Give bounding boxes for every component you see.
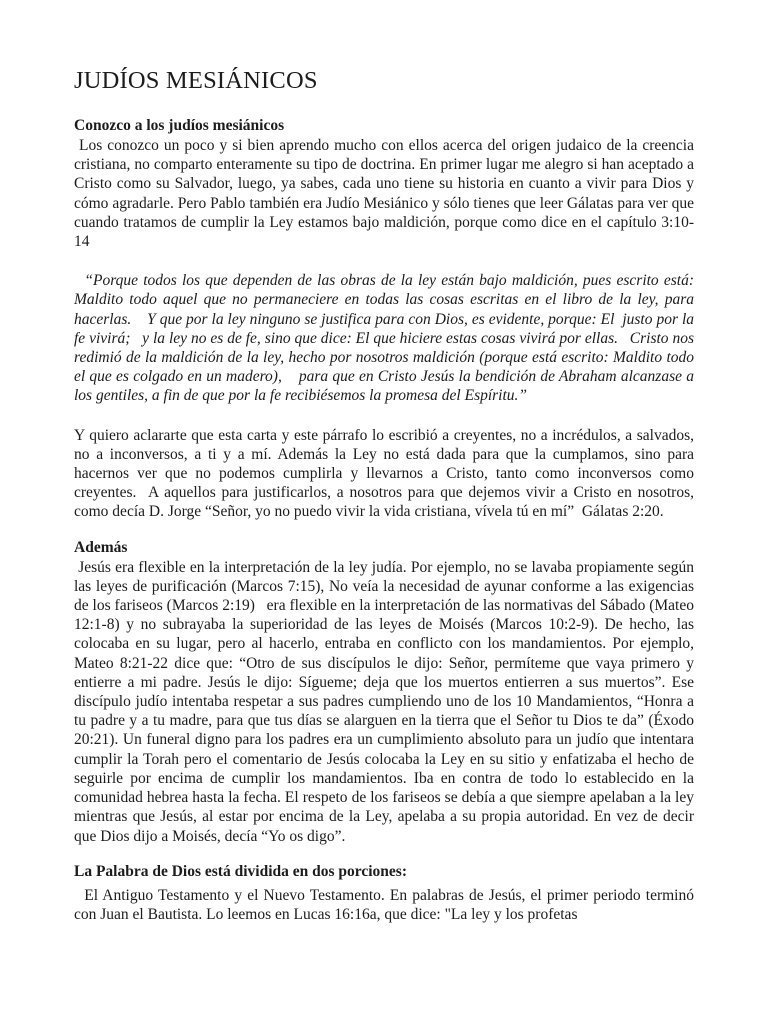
paragraph-quote-galatas: “Porque todos los que dependen de las obras de la ley están bajo maldición, pues escrito está: Maldito todo aquel que no permaneciere en todas las cosas escritas en el libro de la ley, para hacerlas. Y que por la ley ninguno se justifica para con Dios, es evidente, porque: El justo por la fe vivirá; y la ley no es de fe, sino que dice: El que hiciere estas cosas vivirá por ellas. Cristo nos redimió de la maldición de la ley, hecho por nosotros maldición (porque está escrito: Maldito todo el que es colgado en un madero), para que en Cristo Jesús la bendición de Abraham alcanzase a los gentiles, a fin de que por la fe recibiésemos la promesa del Espíritu.”	[74, 272, 694, 405]
page-title: JUDÍOS MESIÁNICOS	[74, 67, 318, 94]
section-heading-ademas: Además	[74, 538, 128, 556]
paragraph-intro: Los conozco un poco y si bien aprendo mucho con ellos acerca del origen judaico de la creencia cristiana, no comparto enteramente su tipo de doctrina. En primer lugar me alegro si han aceptado a Cristo como su Salvador, luego, ya sabes, cada uno tiene su historia en cuanto a vivir para Dios y cómo agradarle. Pero Pablo también era Judío Mesiánico y sólo tienes que leer Gálatas para ver que cuando tratamos de cumplir la Ley estamos bajo maldición, porque como dice en el capítulo 3:10-14	[74, 137, 694, 251]
section-heading-conozco: Conozco a los judíos mesiánicos	[74, 117, 285, 134]
section-heading-palabra: La Palabra de Dios está dividida en dos porciones:	[74, 862, 408, 880]
paragraph-testamentos: El Antiguo Testamento y el Nuevo Testamento. En palabras de Jesús, el primer periodo terminó con Juan el Bautista. Lo leemos en Lucas 16:16a, que dice: "La ley y los profetas	[74, 886, 694, 923]
document-body	[74, 62, 694, 924]
paragraph-aclaracion: Y quiero aclararte que esta carta y este párrafo lo escribió a creyentes, no a incrédulos, a salvados, no a inconversos, a ti y a mí. Además la Ley no está dada para que la cumplamos, sino para hacernos ver que no podemos cumplirla y llevarnos a Cristo, tanto como inconversos como creyentes. A aquellos para justificarlos, a nosotros para que dejemos vivir a Cristo en nosotros, como decía D. Jorge “Señor, yo no puedo vivir la vida cristiana, vívela tú en mí” Gálatas 2:20.	[74, 426, 694, 521]
paragraph-jesus-flexible: Jesús era flexible en la interpretación de la ley judía. Por ejemplo, no se lavaba propiamente según las leyes de purificación (Marcos 7:15), No veía la necesidad de ayunar conforme a las exigencias de los fariseos (Marcos 2:19) era flexible en la interpretación de las normativas del Sábado (Mateo 12:1-8) y no subrayaba la superioridad de las leyes de Moisés (Marcos 10:2-9). De hecho, las colocaba en su lugar, pero al hacerlo, entraba en conflicto con los mandamientos. Por ejemplo, Mateo 8:21-22 dice que: “Otro de sus discípulos le dijo: Señor, permíteme que vaya primero y entierre a mi padre. Jesús le dijo: Sígueme; deja que los muertos entierren a sus muertos”. Ese discípulo judío intentaba respetar a sus padres cumpliendo uno de los 10 Mandamientos, “Honra a tu padre y a tu madre, para que tus días se alarguen en la tierra que el Señor tu Dios te da” (Éxodo 20:21). Un funeral digno para los padres era un cumplimiento absoluto para un judío que intentara cumplir la Torah pero el comentario de Jesús colocaba la Ley en su sitio y enfatizaba el hecho de seguirle por encima de cumplir los mandamientos. Iba en contra de todo lo establecido en la comunidad hebrea hasta la fecha. El respeto de los fariseos se debía a que siempre apelaban a la ley mientras que Jesús, al estar por encima de la Ley, apelaba a su propia autoridad. En vez de decir que Dios dijo a Moisés, decía “Yo os digo”.	[74, 558, 694, 845]
